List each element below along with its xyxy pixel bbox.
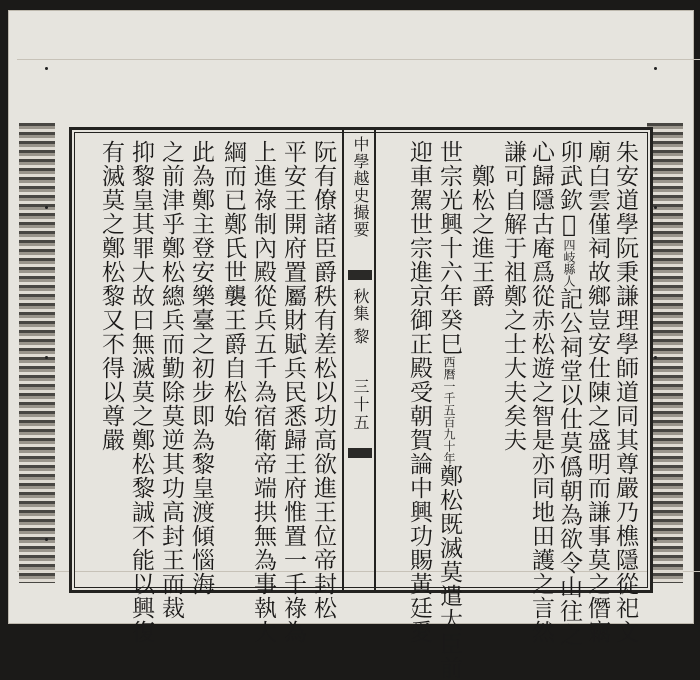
paper-sheet <box>8 10 694 680</box>
text-column-11: 上進祿制內殿從兵五千為宿衛帝端拱無為事執大 <box>250 140 276 644</box>
annotation-note: 四岐縣人 <box>562 239 576 287</box>
commentary-column-4: 有滅莫之鄭松黎又不得以尊嚴 <box>98 140 124 452</box>
page-number: 三十五 <box>351 378 370 432</box>
text-column-8: 迎車駕世宗進京御正殿受朝賀論中興功賜黃廷愛 <box>406 140 432 644</box>
punch-hole <box>45 356 48 359</box>
punch-hole <box>654 538 657 541</box>
punch-hole <box>654 67 657 70</box>
text-column-3: 卯武欽𬨠四岐縣人記公祠堂以仕莫僞朝為欲令山往之 <box>556 140 582 647</box>
book-title: 中學越史撮要 <box>351 136 370 238</box>
punch-hole <box>45 67 48 70</box>
punch-hole <box>45 206 48 209</box>
text-column-10: 平安王開府置屬財賦兵民悉歸王府惟置一千祿為 <box>280 140 306 644</box>
text-column-7: 世宗光興十六年癸巳西曆一千五百九十年鄭松既滅莫遣大臣前 <box>436 140 462 680</box>
commentary-column-2: 之前津乎鄭松總兵而勤除莫逆其功高封王而裁 <box>158 140 184 620</box>
punch-hole <box>654 206 657 209</box>
left-binding-strip <box>19 123 55 583</box>
volume-label: 秋集 黎 <box>351 288 370 346</box>
commentary-column-3: 抑黎皇其罪大故曰無滅莫之鄭松黎誠不能以興復 <box>128 140 154 644</box>
text-column-2: 廟白雲僅祠故鄉豈安仕陳之盛明而謙事莫之僭竊 <box>584 140 610 644</box>
text-column-5: 謙可自解于祖鄭之士大夫矣夫 <box>500 140 526 452</box>
text-frame <box>69 127 653 680</box>
annotation-note: 西曆一千五百九十年 <box>442 356 456 464</box>
section-heading: 鄭松之進王爵 <box>468 140 494 308</box>
fishtail-mark-top <box>348 270 372 280</box>
text-column-4: 心歸隱古庵爲從赤松遊之智是亦同地田護之言然 <box>528 140 554 644</box>
punch-hole <box>45 538 48 541</box>
punch-hole <box>654 356 657 359</box>
text-column-1: 朱安道學阮秉謙理學師道同其尊嚴乃樵隱從祀文 <box>612 140 638 644</box>
text-column-12: 綱而已鄭氏世襲王爵自松始 <box>220 140 246 428</box>
fishtail-mark-bottom <box>348 448 372 458</box>
fold-line-top <box>17 59 700 60</box>
commentary-column-1: 此為鄭主登安樂臺之初步即為黎皇渡傾惱海 <box>188 140 214 596</box>
text-column-9: 阮有僚諸臣爵秩有差松以功高欲進王位帝封松 <box>310 140 336 620</box>
center-margin-column <box>342 130 376 590</box>
